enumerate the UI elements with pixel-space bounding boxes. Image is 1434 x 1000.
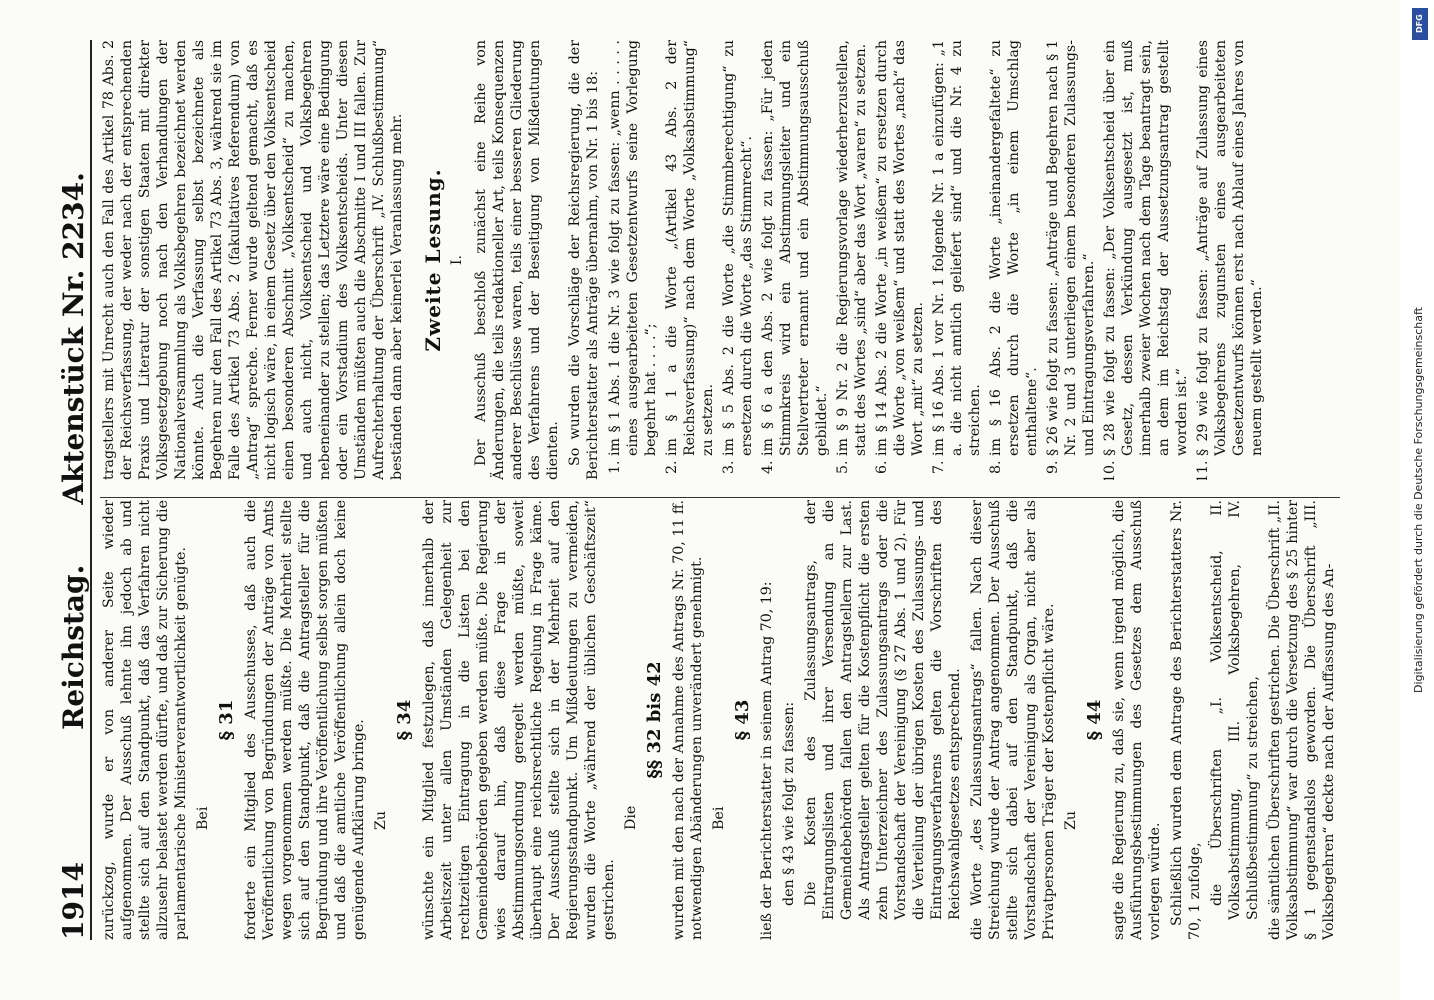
label: Bei — [711, 806, 727, 830]
label: Bei — [195, 806, 211, 830]
amendment-item: 6. im § 14 Abs. 2 die Worte „in weißem“ zu ersetzen durch die Worte „von weißem“ und statt des Wortes „nach“ das Wort „mit“ zu setzen. — [873, 40, 927, 456]
amendment-item: 8. im § 16 Abs. 2 die Worte „ineinandergefaltete“ zu ersetzen durch die Worte „in einem Umschlag enthaltene“. — [987, 40, 1041, 456]
paragraph: forderte ein Mitglied des Ausschusses, daß auch die Veröffentlichung von Begründungen der Anträge von Amts wegen vorgenommen werden müßte. Die Mehrheit stellte sich auf den Standpunkt, daß die Antragsteller für die Begründung und ihre Veröffentlichung selbst sorgen müßten und daß die amtliche Veröffentlichung allein doch keine genügende Aufklärung bringe. — [243, 500, 367, 940]
amendment-item: 5. im § 9 Nr. 2 die Regierungsvorlage wiederherzustellen, statt des Wortes „sind“ aber das Wort „waren“ zu setzen. — [834, 40, 870, 456]
paragraph: So wurden die Vorschläge der Reichsregierung, die der Berichterstatter als Anträge übernahm, von Nr. 1 bis 18: — [567, 40, 601, 480]
document-number: Aktenstück Nr. 2234. — [57, 172, 90, 505]
section-title: Zweite Lesung. — [421, 168, 445, 352]
label: Zu — [1063, 811, 1079, 830]
publication-title: Reichstag. — [57, 564, 90, 730]
paragraph: den § 43 wie folgt zu fassen: — [781, 701, 797, 906]
left-column — [100, 500, 1380, 940]
amendment-item: 1. im § 1 Abs. 1 die Nr. 3 wie folgt zu fassen: „wenn . . . . . eines ausgearbeiteten Gesetzentwurfs seine Vorlegung begehrt hat . . . .“; — [606, 40, 660, 456]
label: Die — [623, 805, 639, 830]
paragraph: ließ der Berichterstatter in seinem Antrag 70, 19: — [759, 581, 775, 940]
section-heading: § 34 — [394, 699, 415, 741]
amendment-list — [606, 40, 1266, 480]
quoted-text: Die Kosten des Zulassungsantrags, der Eintragungslisten und ihrer Versendung an die Gemeindebehörden fallen den Antragstellern zur Last. Als Antragsteller gelten für die Kostenpflicht die ersten zehn Unterzeichner des Zulassungsantrags oder die Vorstandschaft der Vereinigung (§ 27 Abs. 1 und 2). Für die Verteilung der übrigen Kosten des Zulassungs- und Eintragungsverfahrens gelten die Vorschriften des Reichswahlgesetzes entsprechend. — [803, 500, 963, 920]
paragraph: wurden mit den nach der Annahme des Antrags Nr. 70, 11 ff. notwendigen Abänderungen unverändert genehmigt. — [671, 500, 705, 940]
quoted-text: die Überschriften „I. Volksentscheid, II. Volksabstimmung, III. Volksbegehren, IV. Schlußbestimmung“ zu streichen, — [1209, 500, 1261, 920]
dfg-logo: DFG — [1412, 8, 1428, 40]
amendment-item: 11. § 29 wie folgt zu fassen: „Anträge auf Zulassung eines Volksbegehrens zugunsten eines ausgearbeiteten Gesetzentwurfs können erst nach Ablauf eines Jahres von neuem gestellt werden.“ — [1194, 40, 1266, 456]
section-heading: §§ 32 bis 42 — [644, 661, 665, 779]
amendment-item: 4. im § 6 a den Abs. 2 wie folgt zu fassen: „Für jeden Stimmkreis wird ein Abstimmungsleiter und ein Stellvertreter ernannt und ein Abstimmungsausschuß gebildet.“ — [759, 40, 831, 456]
page-header — [40, 40, 92, 940]
amendment-item: 10. § 28 wie folgt zu fassen: „Der Volksentscheid über ein Gesetz, dessen Verkündung ausgesetzt ist, muß innerhalb zweier Wochen nach dem Tage beantragt sein, an dem im Reichstag der Aussetzungsantrag gestellt worden ist.“ — [1101, 40, 1191, 456]
section-heading: § 44 — [1084, 699, 1105, 741]
section-heading: § 31 — [216, 699, 237, 741]
amendment-item: 3. im § 5 Abs. 2 die Worte „die Stimmberechtigung“ zu ersetzen durch die Worte „das Stimmrecht“. — [720, 40, 756, 456]
paragraph: wünschte ein Mitglied festzulegen, daß innerhalb der Arbeitszeit unter allen Umständen Gelegenheit zur rechtzeitigen Eintragung in die Listen bei den Gemeindebehörden gegeben werden müßte. Die Regierung wies darauf hin, daß diese Frage in der Abstimmungsordnung geregelt werden müßte, soweit überhaupt eine reichsrechtliche Regelung in Frage käme. Der Ausschuß stellte sich in der Mehrheit auf den Regierungsstandpunkt. Um Mißdeutungen zu vermeiden, wurden die Worte „während der üblichen Geschäftszeit“ gestrichen. — [421, 500, 617, 940]
section-heading: § 43 — [732, 699, 753, 741]
paragraph: Der Ausschuß beschloß zunächst eine Reihe von Änderungen, die teils redaktioneller Art, teils Konsequenzen anderer Beschlüsse waren, teils einer besseren Gliederung des Verfahrens und der Beseitigung von Mißdeutungen dienten. — [473, 40, 561, 480]
paragraph: Schließlich wurden dem Antrage des Berichterstatters Nr. 70, 1 zufolge, — [1169, 500, 1203, 940]
paragraph: tragstellers mit Unrecht auch den Fall des Artikel 78 Abs. 2 der Reichsverfassung, der weder nach der entsprechenden Praxis und Literatur der sonstigen Staaten mit direkter Volksgesetzgebung noch nach den Verhandlungen der Nationalversammlung als Volksbegehren bezeichnet werden könnte. Auch die Verfassung selbst bezeichnete als Begehren nur den Fall des Artikel 73 Abs. 3, während sie im Falle des Artikel 73 Abs. 2 (fakultatives Referendum) von „Antrag“ spreche. Ferner wurde geltend gemacht, daß es nicht logisch wäre, in einem Gesetz über den Volksentscheid einen besonderen Abschnitt „Volksentscheid“ zu machen, und auch nicht, Volksentscheid und Volksbegehren nebeneinander zu stellen; das Letztere wäre eine Bedingung oder ein Vorstadium des Volksentscheids. Unter diesen Umständen müßten auch die Abschnitte I und III fallen. Zur Aufrechterhaltung der Überschrift „IV. Schlußbestimmung“ beständen dann aber keinerlei Veranlassung mehr. — [101, 40, 405, 480]
amendment-item: 2. im § 1 a die Worte „(Artikel 43 Abs. 2 der Reichsverfassung)“ nach dem Worte „Volksabstimmung“ zu setzen. — [663, 40, 717, 456]
year: 1914 — [57, 862, 90, 940]
funding-note: Digitalisierung gefördert durch die Deutsche Forschungsgemeinschaft — [1412, 307, 1425, 693]
paragraph: die Worte „des Zulassungsantrags“ fallen. Nach dieser Streichung wurde der Antrag angenommen. Der Ausschuß stellte sich dabei auf den Standpunkt, daß die Vorstandschaft der Vereinigung als Organ, nicht aber als Privatpersonen Träger der Kostenpflicht wäre. — [969, 500, 1057, 940]
paragraph: die sämtlichen Überschriften gestrichen. Die Überschrift „II. Volksabstimmung“ war durch die Versetzung des § 25 hinter § 1 gegenstandslos geworden. Die Überschrift „III. Volksbegehren“ deckte nach der Auffassung des An- — [1267, 500, 1337, 940]
paragraph: zurückzog, wurde er von anderer Seite wieder aufgenommen. Der Ausschuß lehnte ihn jedoch ab und stellte sich auf den Standpunkt, daß das Verfahren nicht allzusehr belastet werden dürfte, und daß zur Sicherung die parlamentarische Ministerverantwortlichkeit genügte. — [101, 500, 189, 940]
side-note — [1404, 0, 1434, 1000]
label: Zu — [373, 811, 389, 830]
column-divider — [100, 497, 1340, 498]
right-column — [100, 40, 1380, 480]
amendment-item: 7. im § 16 Abs. 1 vor Nr. 1 folgende Nr. 1 a einzufügen: „1 a. die nicht amtlich geliefert sind“ und die Nr. 4 zu streichen. — [930, 40, 984, 456]
amendment-item: 9. § 26 wie folgt zu fassen: „Anträge und Begehren nach § 1 Nr. 2 und 3 unterliegen einem besonderen Zulassungs- und Eintragungsverfahren.“ — [1044, 40, 1098, 456]
paragraph: sagte die Regierung zu, daß sie, wenn irgend möglich, die Ausführungsbestimmungen des Gesetzes dem Ausschuß vorlegen würde. — [1111, 500, 1163, 940]
roman-numeral: I. — [449, 254, 465, 266]
